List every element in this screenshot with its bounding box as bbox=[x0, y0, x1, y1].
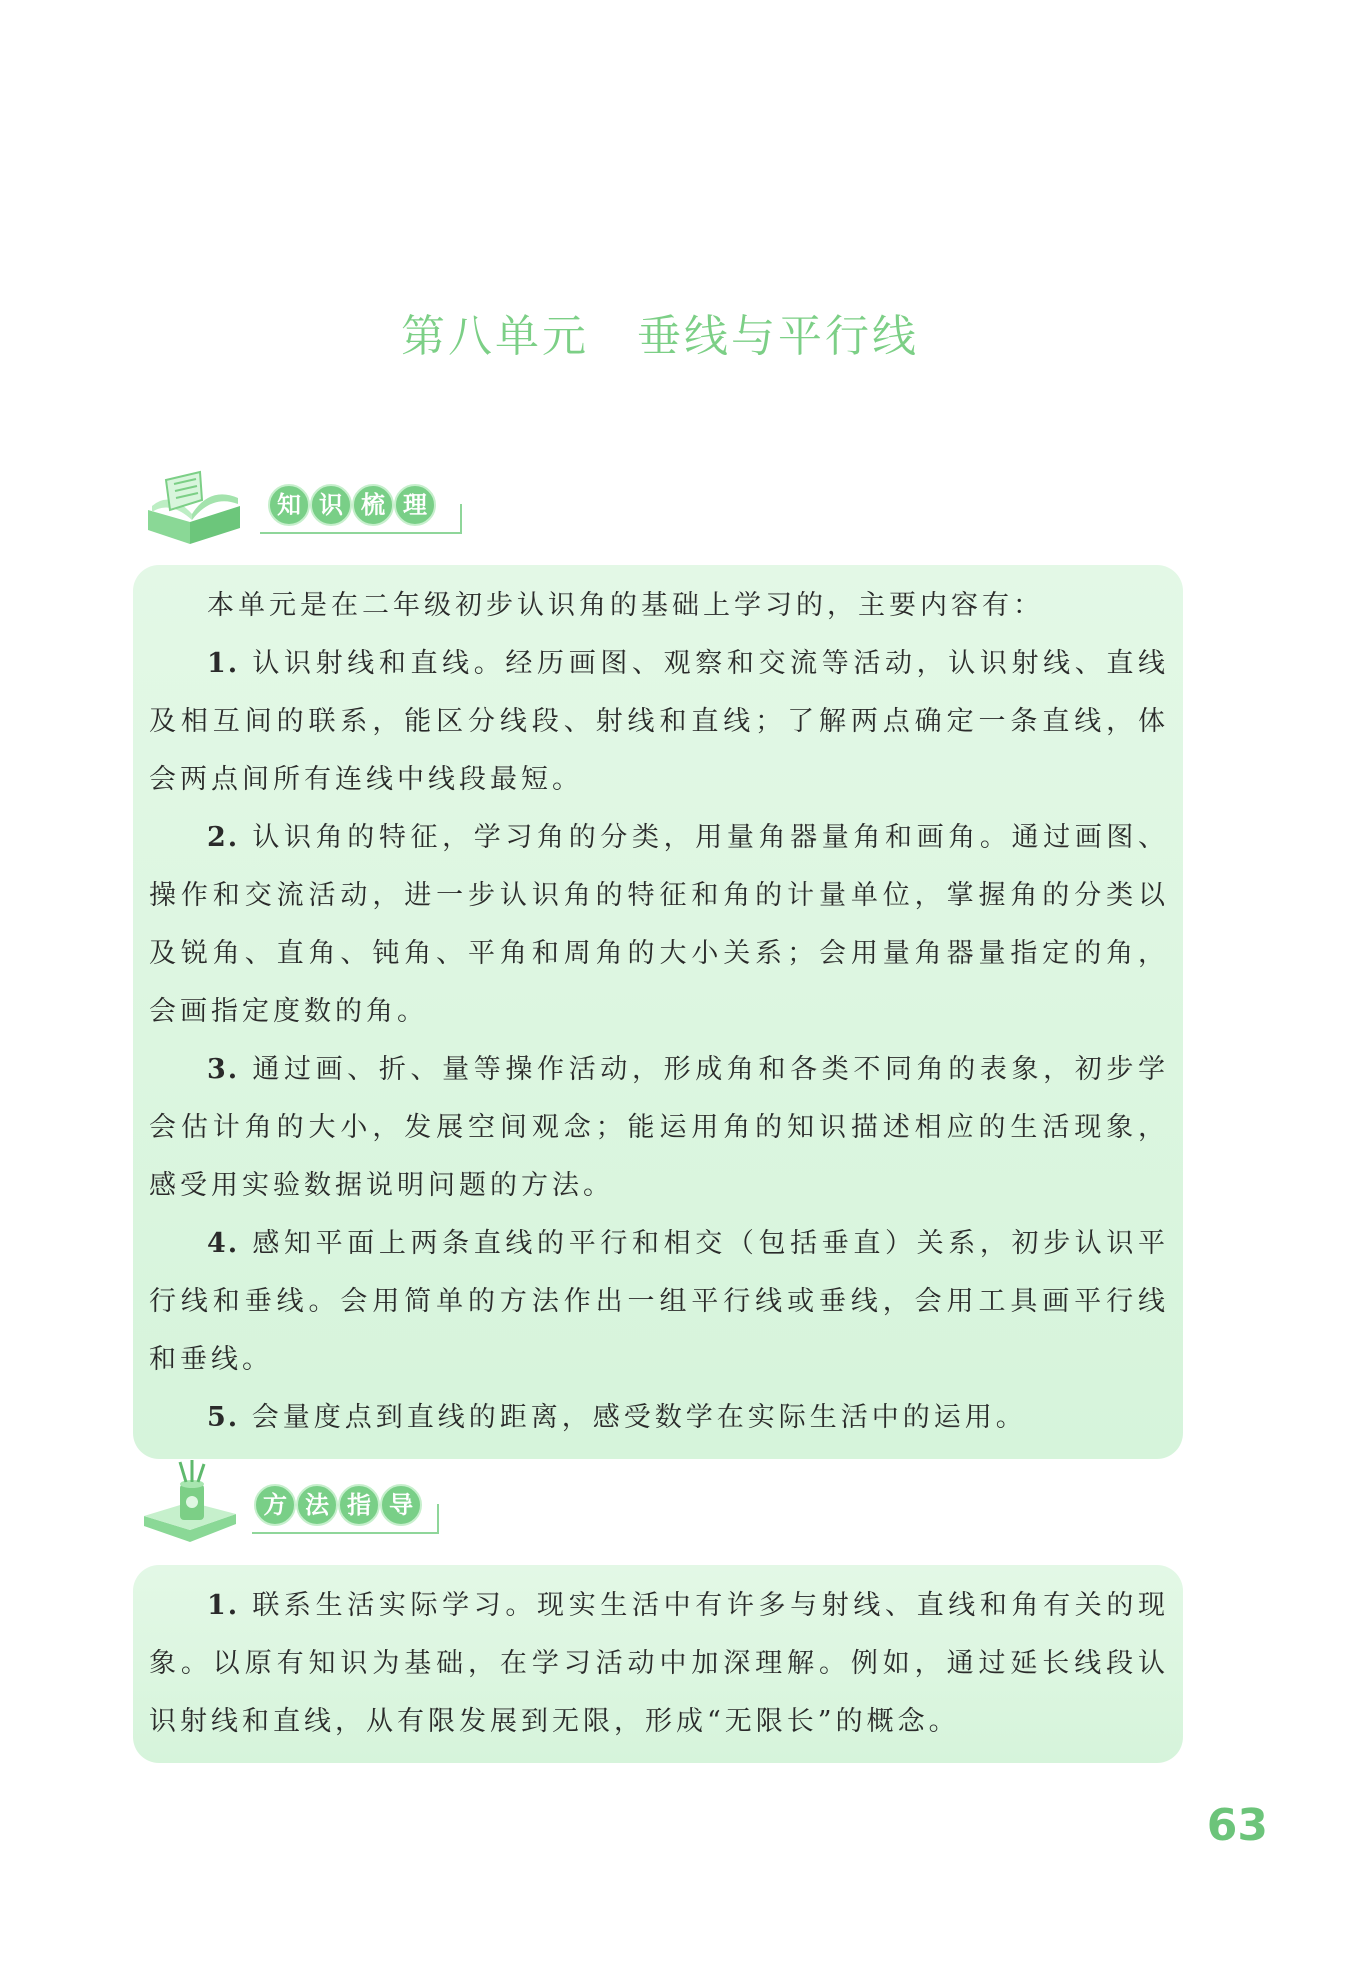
item-text: 感知平面上两条直线的平行和相交（包括垂直）关系，初步认识平行线和垂线。会用简单的方法作出一组平行线或垂线，会用工具画平行线和垂线。 bbox=[149, 1228, 1169, 1375]
knowledge-section-header bbox=[140, 470, 460, 560]
pencil-cup-icon bbox=[140, 1460, 240, 1550]
heading-char: 法 bbox=[296, 1484, 338, 1526]
open-book-icon bbox=[140, 470, 250, 550]
heading-char: 识 bbox=[310, 484, 352, 526]
page-title bbox=[0, 300, 1320, 364]
item-number: 5. bbox=[207, 1402, 240, 1433]
list-item bbox=[149, 1041, 1169, 1215]
heading-char: 梳 bbox=[352, 484, 394, 526]
item-number: 1. bbox=[207, 1590, 240, 1621]
item-text: 联系生活实际学习。现实生活中有许多与射线、直线和角有关的现象。以原有知识为基础，在学习活动中加深理解。例如，通过延长线段认识射线和直线，从有限发展到无限，形成“无限长”的概念。 bbox=[149, 1590, 1169, 1737]
list-item bbox=[149, 635, 1169, 809]
list-item bbox=[149, 1577, 1169, 1751]
intro-paragraph: 本单元是在二年级初步认识角的基础上学习的，主要内容有： bbox=[207, 590, 1044, 621]
method-panel bbox=[133, 1565, 1183, 1763]
item-number: 1. bbox=[207, 648, 240, 679]
knowledge-panel bbox=[133, 565, 1183, 1459]
list-item bbox=[149, 1215, 1169, 1389]
heading-char: 知 bbox=[268, 484, 310, 526]
item-text: 会量度点到直线的距离，感受数学在实际生活中的运用。 bbox=[251, 1402, 1027, 1433]
list-item bbox=[149, 1389, 1169, 1447]
heading-char: 指 bbox=[338, 1484, 380, 1526]
item-number: 2. bbox=[207, 822, 240, 853]
method-section-header bbox=[140, 1460, 450, 1550]
heading-char: 方 bbox=[254, 1484, 296, 1526]
item-number: 3. bbox=[207, 1054, 240, 1085]
item-text: 认识角的特征，学习角的分类，用量角器量角和画角。通过画图、操作和交流活动，进一步认识角的特征和角的计量单位，掌握角的分类以及锐角、直角、钝角、平角和周角的大小关系；会用量角器量指定的角，会画指定度数的角。 bbox=[149, 822, 1169, 1027]
page-number: 63 bbox=[1206, 1800, 1268, 1851]
list-item bbox=[149, 809, 1169, 1041]
heading-char: 导 bbox=[380, 1484, 422, 1526]
item-text: 认识射线和直线。经历画图、观察和交流等活动，认识射线、直线及相互间的联系，能区分线段、射线和直线；了解两点确定一条直线，体会两点间所有连线中线段最短。 bbox=[149, 648, 1169, 795]
item-text: 通过画、折、量等操作活动，形成角和各类不同角的表象，初步学会估计角的大小，发展空间观念；能运用角的知识描述相应的生活现象，感受用实验数据说明问题的方法。 bbox=[149, 1054, 1169, 1201]
unit-topic: 垂线与平行线 bbox=[637, 311, 919, 362]
item-number: 4. bbox=[207, 1228, 240, 1259]
unit-label: 第八单元 bbox=[401, 311, 589, 362]
heading-char: 理 bbox=[394, 484, 436, 526]
